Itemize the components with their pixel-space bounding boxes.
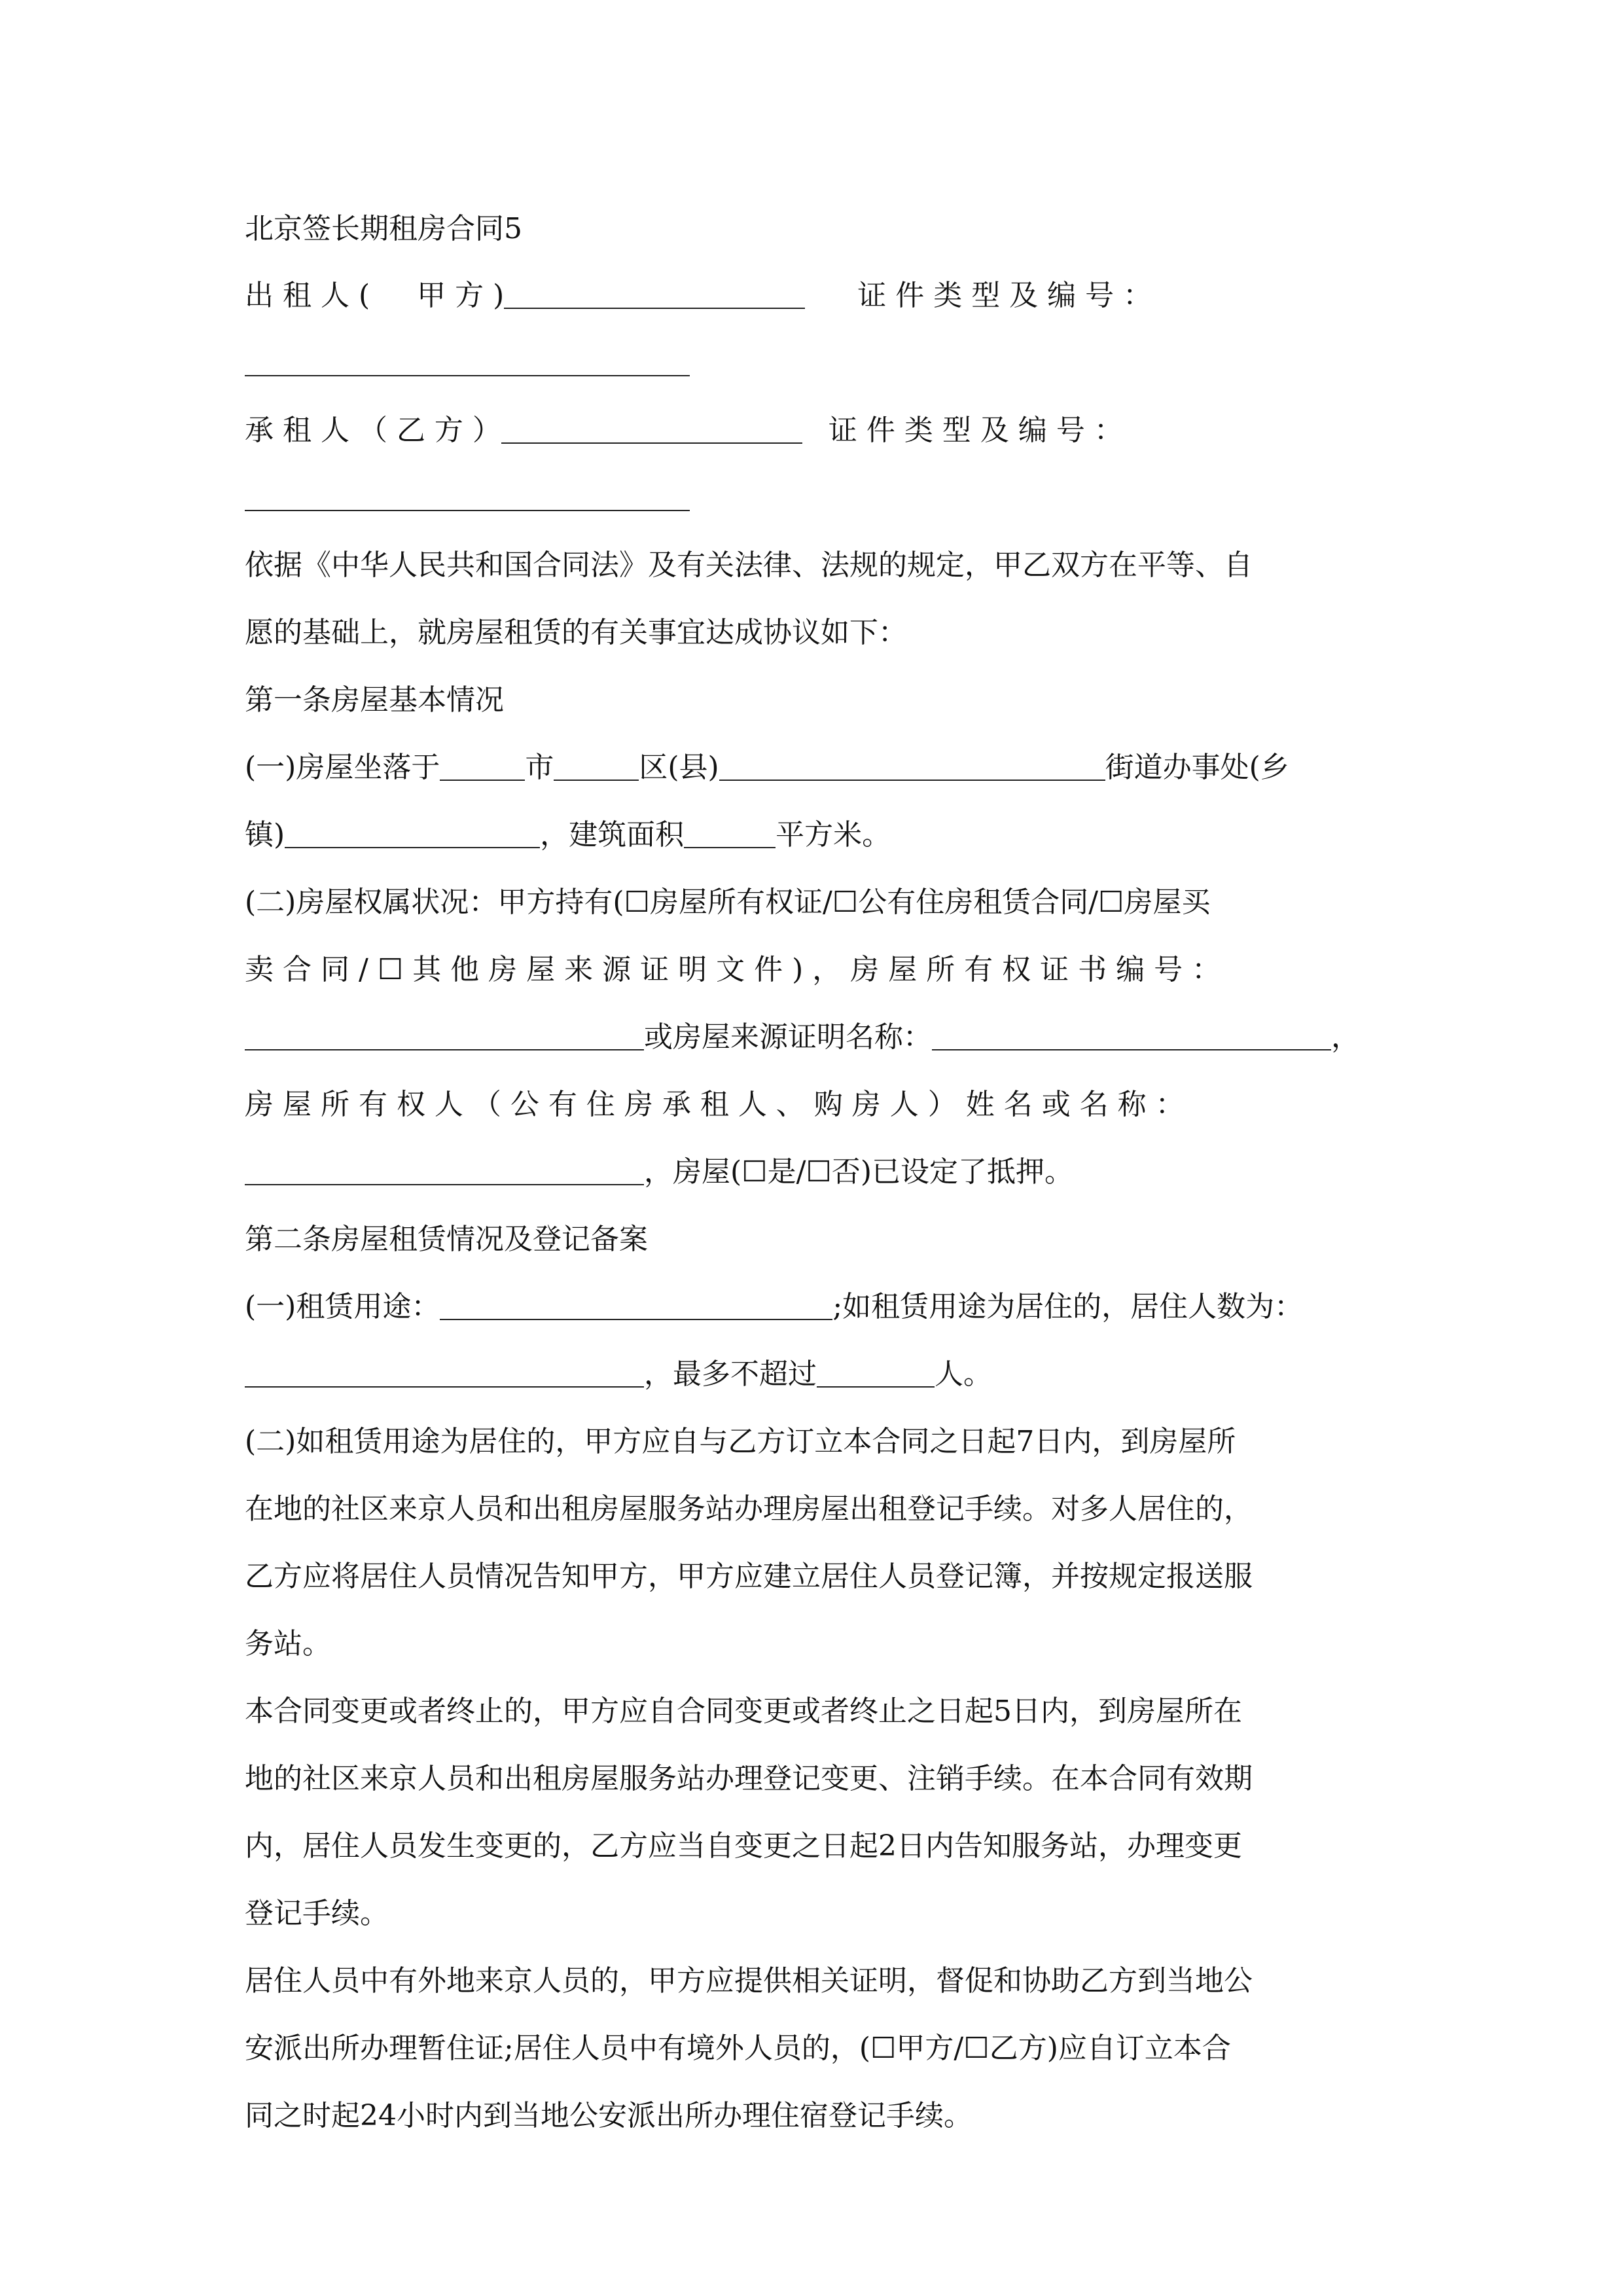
residents-blank[interactable] (245, 1357, 644, 1388)
outside-text: 居住人员中有外地来京人员的，甲方应提供相关证明，督促和协助乙方到当地公 (245, 1964, 1253, 1998)
registration-text: 乙方应将居住人员情况告知甲方，甲方应建立居住人员登记簿，并按规定报送服 (245, 1560, 1253, 1593)
outside-line-2 (245, 2015, 1387, 2082)
ownership-text-2: 卖 合 同 / ☐ 其 他 房 屋 来 源 证 明 文 件 ) ， 房 屋 所 有 权 证 书 编 号 ： (245, 953, 1221, 986)
city-label: 市 (525, 751, 554, 784)
max-label: ，最多不超过 (644, 1357, 817, 1391)
preamble-line-2 (245, 599, 1387, 666)
ownership-line-2 (245, 936, 1387, 1003)
cert-number-blank[interactable] (245, 1020, 644, 1050)
ownership-line-4 (245, 1071, 1387, 1138)
lessor-id-label: 证 件 类 型 及 编 号 ： (857, 279, 1152, 312)
purpose-line-1 (245, 1273, 1387, 1340)
change-line-1 (245, 1677, 1387, 1745)
preamble-line-1 (245, 531, 1387, 599)
ownership-line-5 (245, 1138, 1387, 1206)
change-line-4 (245, 1880, 1387, 1947)
change-text: 本合同变更或者终止的，甲方应自合同变更或者终止之日起5日内，到房屋所在 (245, 1695, 1242, 1728)
outside-text: 安派出所办理暂住证;居住人员中有境外人员的，(☐甲方/☐乙方)应自订立本合 (245, 2032, 1231, 2065)
purpose-prefix: (一)租赁用途： (245, 1290, 440, 1323)
change-line-3 (245, 1812, 1387, 1880)
area-label: ，建筑面积 (540, 818, 685, 852)
article-1-heading (245, 666, 1387, 734)
lessee-line (245, 397, 1387, 464)
registration-line-4 (245, 1610, 1387, 1677)
registration-line-1 (245, 1408, 1387, 1475)
registration-line-3 (245, 1543, 1387, 1610)
street-label: 街道办事处(乡 (1105, 751, 1289, 784)
location-line-2 (245, 801, 1387, 869)
lessee-id-line (245, 464, 1387, 531)
change-text: 地的社区来京人员和出租房屋服务站办理登记变更、注销手续。在本合同有效期 (245, 1762, 1253, 1795)
purpose-middle: ;如租赁用途为居住的，居住人数为： (832, 1290, 1304, 1323)
district-label: 区(县) (639, 751, 719, 784)
persons-label: 人。 (935, 1357, 992, 1391)
lessor-name-blank[interactable] (504, 279, 805, 309)
city-blank[interactable] (440, 751, 525, 781)
town-blank[interactable] (285, 818, 540, 848)
owner-name-blank[interactable] (245, 1155, 644, 1185)
contract-page (245, 196, 1387, 2149)
source-name-blank[interactable] (932, 1020, 1331, 1050)
purpose-blank[interactable] (440, 1290, 832, 1320)
purpose-line-2 (245, 1340, 1387, 1408)
outside-line-1 (245, 1947, 1387, 2015)
street-blank[interactable] (719, 751, 1105, 781)
district-blank[interactable] (554, 751, 639, 781)
source-name-label: 或房屋来源证明名称： (644, 1020, 932, 1054)
lessor-id-blank[interactable] (245, 346, 690, 376)
outside-text: 同之时起24小时内到当地公安派出所办理住宿登记手续。 (245, 2099, 972, 2132)
lessor-line (245, 262, 1387, 329)
registration-text: 在地的社区来京人员和出租房屋服务站办理房屋出租登记手续。对多人居住的， (245, 1492, 1253, 1526)
registration-line-2 (245, 1475, 1387, 1543)
change-text: 登记手续。 (245, 1897, 389, 1930)
max-residents-blank[interactable] (817, 1357, 935, 1388)
area-blank[interactable] (684, 818, 776, 848)
ownership-line-1 (245, 869, 1387, 936)
preamble-text-2: 愿的基础上，就房屋租赁的有关事宜达成协议如下： (245, 616, 907, 649)
location-line-1 (245, 734, 1387, 801)
preamble-text-1: 依据《中华人民共和国合同法》及有关法律、法规的规定，甲乙双方在平等、自 (245, 548, 1253, 582)
ownership-text-4: 房 屋 所 有 权 人 （ 公 有 住 房 承 租 人 、 购 房 人 ） 姓 名 或 名 称 ： (245, 1088, 1185, 1121)
area-unit: 平方米。 (776, 818, 891, 852)
ownership-comma: ， (1331, 1020, 1360, 1054)
change-line-2 (245, 1745, 1387, 1812)
change-text: 内，居住人员发生变更的，乙方应当自变更之日起2日内告知服务站，办理变更 (245, 1829, 1242, 1863)
article-2-heading (245, 1206, 1387, 1273)
town-prefix: 镇) (245, 818, 285, 852)
document-title (245, 196, 1387, 262)
article-2-heading-text: 第二条房屋租赁情况及登记备案 (245, 1223, 648, 1256)
ownership-text-1: (二)房屋权属状况：甲方持有(☐房屋所有权证/☐公有住房租赁合同/☐房屋买 (245, 886, 1211, 919)
lessor-label: 出 租 人 ( 甲 方 ) (245, 279, 505, 312)
mortgage-text: ，房屋(☐是/☐否)已设定了抵押。 (644, 1155, 1074, 1189)
article-1-heading-text: 第一条房屋基本情况 (245, 683, 504, 717)
lessee-name-blank[interactable] (501, 414, 802, 444)
title-text: 北京签长期租房合同5 (245, 212, 522, 245)
lessee-label: 承 租 人 （ 乙 方 ） (245, 414, 501, 447)
lessee-id-blank[interactable] (245, 481, 690, 511)
ownership-line-3 (245, 1003, 1387, 1071)
lessor-id-line (245, 329, 1387, 397)
lessee-id-label: 证 件 类 型 及 编 号 ： (828, 414, 1123, 447)
registration-text: (二)如租赁用途为居住的，甲方应自与乙方订立本合同之日起7日内，到房屋所 (245, 1425, 1236, 1458)
location-prefix: (一)房屋坐落于 (245, 751, 440, 784)
registration-text: 务站。 (245, 1627, 331, 1660)
outside-line-3 (245, 2082, 1387, 2149)
